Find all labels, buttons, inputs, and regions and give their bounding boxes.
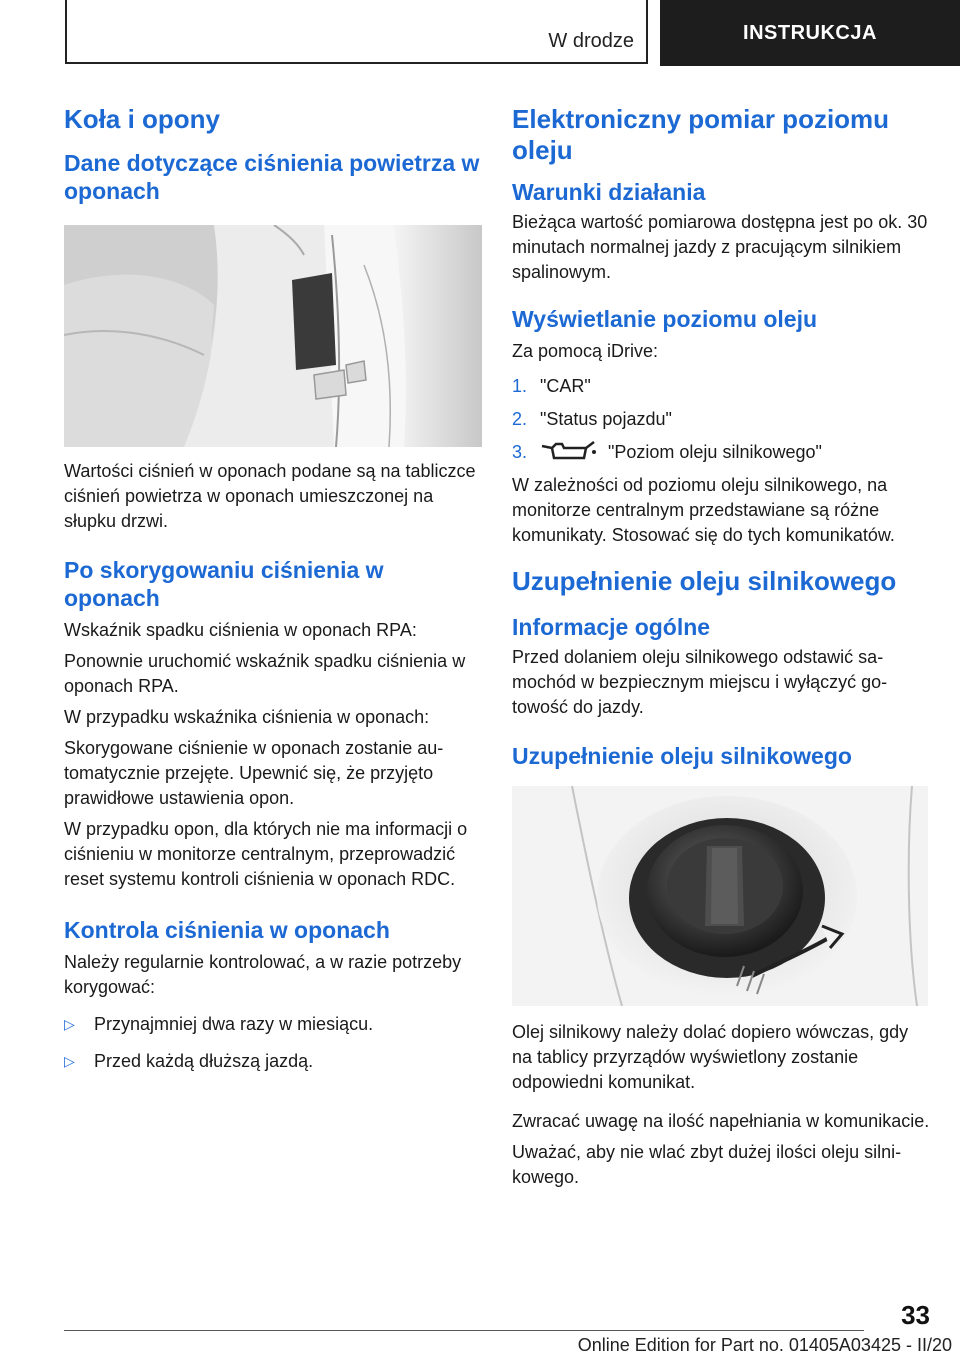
general-info-text: Przed dolaniem oleju silnikowego odstawić samochód w bezpiecznym miejscu i wyłączyć gotowość do jazdy. [512, 647, 888, 717]
conditions-text: Bieżąca wartość pomiarowa dostępna jest po ok. 30 minutach normalnej jazdy z pracującym silnikiem spalinowym. [512, 212, 928, 282]
oil-cap-image [512, 786, 928, 1006]
list-item: 2. "Status pojazdu" [512, 409, 672, 429]
oil-can-icon [540, 440, 598, 462]
general-info-heading: Informacje ogólne [512, 614, 711, 640]
check-list [64, 1012, 482, 1074]
triangle-bullet-icon: ▷ [64, 1053, 75, 1069]
rpa-text: Wskaźnik spadku ciśnienia w oponach RPA: [64, 620, 417, 640]
conditions-heading: Warunki działania [512, 179, 706, 205]
tire-pressure-data-heading: Dane dotyczące ciśnienia powietrza w oponach [64, 150, 480, 204]
fill-quantity-text: Zwracać uwagę na ilość napełniania w komunikacie. [512, 1111, 930, 1131]
oil-cap-illustration [512, 786, 928, 1006]
check-regularly-text: Należy regularnie kontrolować, a w razie potrzeby korygować: [64, 952, 462, 997]
left-column [64, 100, 482, 1074]
list-item: 1. "CAR" [512, 376, 591, 396]
pressure-check-heading: Kontrola ciśnienia w oponach [64, 917, 390, 943]
section-title: W drodze [548, 30, 634, 52]
refill-when-text: Olej silnikowy należy dolać dopiero wówczas, gdy na tablicy przyrządów wyświetlony zostanie odpowiedni komunikat. [512, 1022, 909, 1092]
page-number: 33 [901, 1300, 930, 1330]
door-pillar-image [64, 225, 482, 447]
tpms-text: W przypadku wskaźnika ciśnienia w oponach: [64, 707, 430, 727]
idrive-steps [512, 374, 932, 465]
edition-text: Online Edition for Part no. 01405A03425 - II/20 [577, 1335, 952, 1355]
rpa-restart-text: Ponownie uruchomić wskaźnik spadku ciśnienia w oponach RPA. [64, 651, 466, 696]
display-oil-heading: Wyświetlanie poziomu oleju [512, 306, 818, 332]
wheels-title: Koła i opony [64, 104, 220, 134]
refill-oil-title: Uzupełnienie oleju silnikowego [512, 566, 897, 596]
refill-heading: Uzupełnienie oleju silnikowego [512, 743, 852, 769]
triangle-bullet-icon: ▷ [64, 1016, 75, 1032]
list-item: ▷ Przynajmniej dwa razy w miesiącu. [64, 1012, 482, 1037]
rdc-reset-text: W przypadku opon, dla których nie ma informacji o ciśnieniu w monitorze centralnym, przeprowadzić reset systemu kontroli ciśnienia w oponach RDC. [64, 819, 468, 889]
auto-accept-text: Skorygowane ciśnienie w oponach zostanie automatycznie przejęte. Upewnić się, że przyjęto prawidłowe ustawienia opon. [64, 738, 444, 808]
oil-level-title: Elektroniczny pomiar poziomu oleju [512, 104, 890, 165]
right-column [512, 100, 932, 1190]
footer-divider [64, 1330, 864, 1331]
overfill-warning-text: Uważać, aby nie wlać zbyt dużej ilości oleju silnikowego. [512, 1142, 902, 1187]
chapter-tab: INSTRUKCJA [660, 0, 960, 66]
after-correction-heading: Po skorygowaniu ciśnienia w oponach [64, 557, 384, 611]
messages-text: W zależności od poziomu oleju silnikowego, na monitorze centralnym przedstawiane są różne komunikaty. Stosować się do tych komunikatów. [512, 475, 895, 545]
list-item: ▷ Przed każdą dłuższą jazdą. [64, 1049, 482, 1074]
list-item: 3. "Poziom oleju silnikowego" [512, 442, 822, 462]
door-pillar-illustration [64, 225, 482, 447]
pressure-label-text: Wartości ciśnień w oponach podane są na tabliczce ciśnień powietrza w oponach umieszczonej na słupku drzwi. [64, 461, 476, 531]
idrive-text: Za pomocą iDrive: [512, 341, 659, 361]
